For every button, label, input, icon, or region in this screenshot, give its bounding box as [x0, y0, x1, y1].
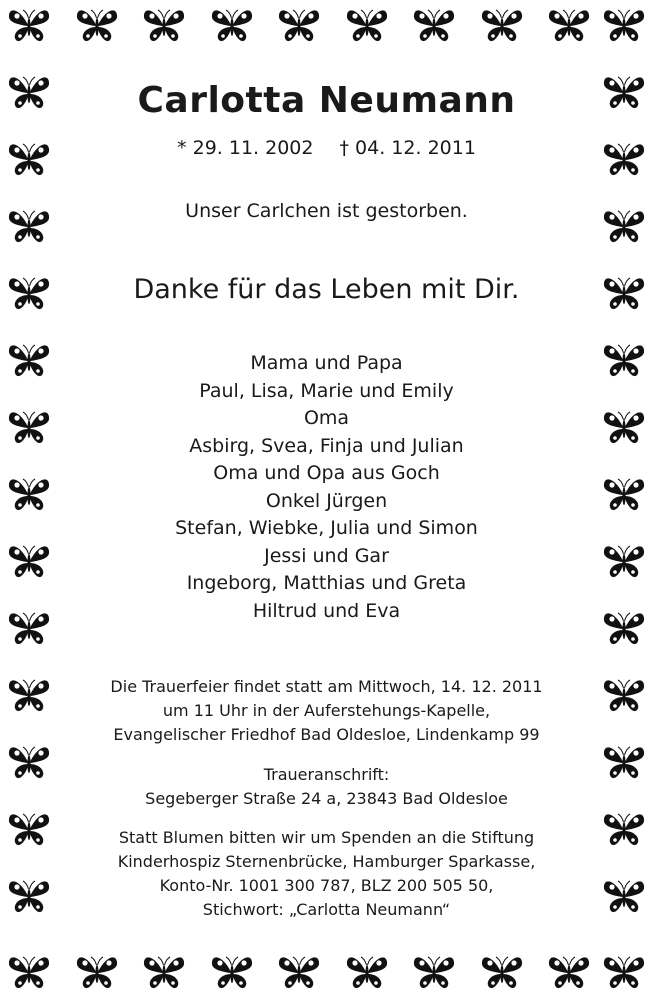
ceremony-line: um 11 Uhr in der Auferstehungs-Kapelle,	[162, 701, 491, 720]
butterfly-icon	[6, 273, 52, 313]
donation-line: Kinderhospiz Sternenbrücke, Hamburger Sparkasse,	[117, 852, 536, 871]
butterfly-icon	[601, 340, 647, 380]
donation-line: Statt Blumen bitten wir um Spenden an die Stiftung	[118, 828, 535, 847]
butterfly-icon	[601, 5, 647, 45]
butterfly-icon	[601, 742, 647, 782]
life-dates	[70, 137, 583, 159]
butterfly-icon	[74, 952, 120, 992]
address-label: Traueranschrift:	[263, 765, 390, 784]
butterfly-icon	[276, 5, 322, 45]
butterfly-icon	[601, 876, 647, 916]
deceased-name: Carlotta Neumann	[137, 80, 516, 121]
butterfly-icon	[601, 541, 647, 581]
butterfly-icon	[601, 407, 647, 447]
address-line: Segeberger Straße 24 a, 23843 Bad Oldesloe	[145, 789, 508, 808]
butterfly-icon	[209, 952, 255, 992]
butterfly-icon	[601, 608, 647, 648]
ceremony-line: Evangelischer Friedhof Bad Oldesloe, Lindenkamp 99	[113, 725, 540, 744]
family-line: Paul, Lisa, Marie und Emily	[199, 379, 454, 402]
butterfly-icon	[6, 541, 52, 581]
donation-info	[70, 826, 583, 922]
butterfly-icon	[6, 206, 52, 246]
butterfly-icon	[601, 139, 647, 179]
family-list	[70, 350, 583, 625]
butterfly-icon	[479, 952, 525, 992]
butterfly-icon	[601, 675, 647, 715]
butterfly-icon	[276, 952, 322, 992]
death-date: † 04. 12. 2011	[339, 137, 476, 159]
butterfly-icon	[601, 72, 647, 112]
intro-text: Unser Carlchen ist gestorben.	[185, 200, 468, 222]
butterfly-icon	[209, 5, 255, 45]
butterfly-icon	[411, 952, 457, 992]
butterfly-icon	[6, 5, 52, 45]
butterfly-icon	[601, 273, 647, 313]
butterfly-icon	[6, 675, 52, 715]
family-line: Ingeborg, Matthias und Greta	[186, 572, 467, 594]
butterfly-icon	[6, 139, 52, 179]
butterfly-icon	[74, 5, 120, 45]
butterfly-icon	[6, 809, 52, 849]
ceremony-line: Die Trauerfeier findet statt am Mittwoch, 14. 12. 2011	[110, 677, 543, 696]
butterfly-icon	[601, 206, 647, 246]
butterfly-icon	[546, 5, 592, 45]
family-line: Oma und Opa aus Goch	[213, 462, 440, 484]
butterfly-icon	[6, 608, 52, 648]
butterfly-icon	[6, 876, 52, 916]
birth-date: * 29. 11. 2002	[177, 137, 314, 159]
mourning-address	[70, 763, 583, 811]
butterfly-icon	[6, 407, 52, 447]
butterfly-icon	[6, 742, 52, 782]
butterfly-icon	[6, 72, 52, 112]
butterfly-icon	[6, 952, 52, 992]
butterfly-icon	[601, 474, 647, 514]
donation-line: Konto-Nr. 1001 300 787, BLZ 200 505 50,	[159, 876, 494, 895]
butterfly-icon	[546, 952, 592, 992]
donation-line: Stichwort: „Carlotta Neumann“	[202, 900, 451, 919]
family-line: Onkel Jürgen	[265, 489, 388, 512]
family-line: Oma	[303, 407, 350, 429]
motto-text: Danke für das Leben mit Dir.	[133, 274, 520, 305]
family-line: Asbirg, Svea, Finja und Julian	[189, 434, 464, 457]
butterfly-icon	[601, 809, 647, 849]
family-line: Jessi und Gar	[264, 544, 389, 567]
ceremony-info	[70, 675, 583, 747]
butterfly-icon	[6, 340, 52, 380]
butterfly-icon	[141, 5, 187, 45]
butterfly-icon	[141, 952, 187, 992]
butterfly-icon	[344, 5, 390, 45]
butterfly-icon	[601, 952, 647, 992]
family-line: Stefan, Wiebke, Julia und Simon	[175, 517, 478, 539]
butterfly-icon	[6, 474, 52, 514]
family-line: Hiltrud und Eva	[252, 599, 401, 622]
family-line: Mama und Papa	[250, 352, 403, 374]
butterfly-icon	[479, 5, 525, 45]
butterfly-icon	[344, 952, 390, 992]
butterfly-icon	[411, 5, 457, 45]
